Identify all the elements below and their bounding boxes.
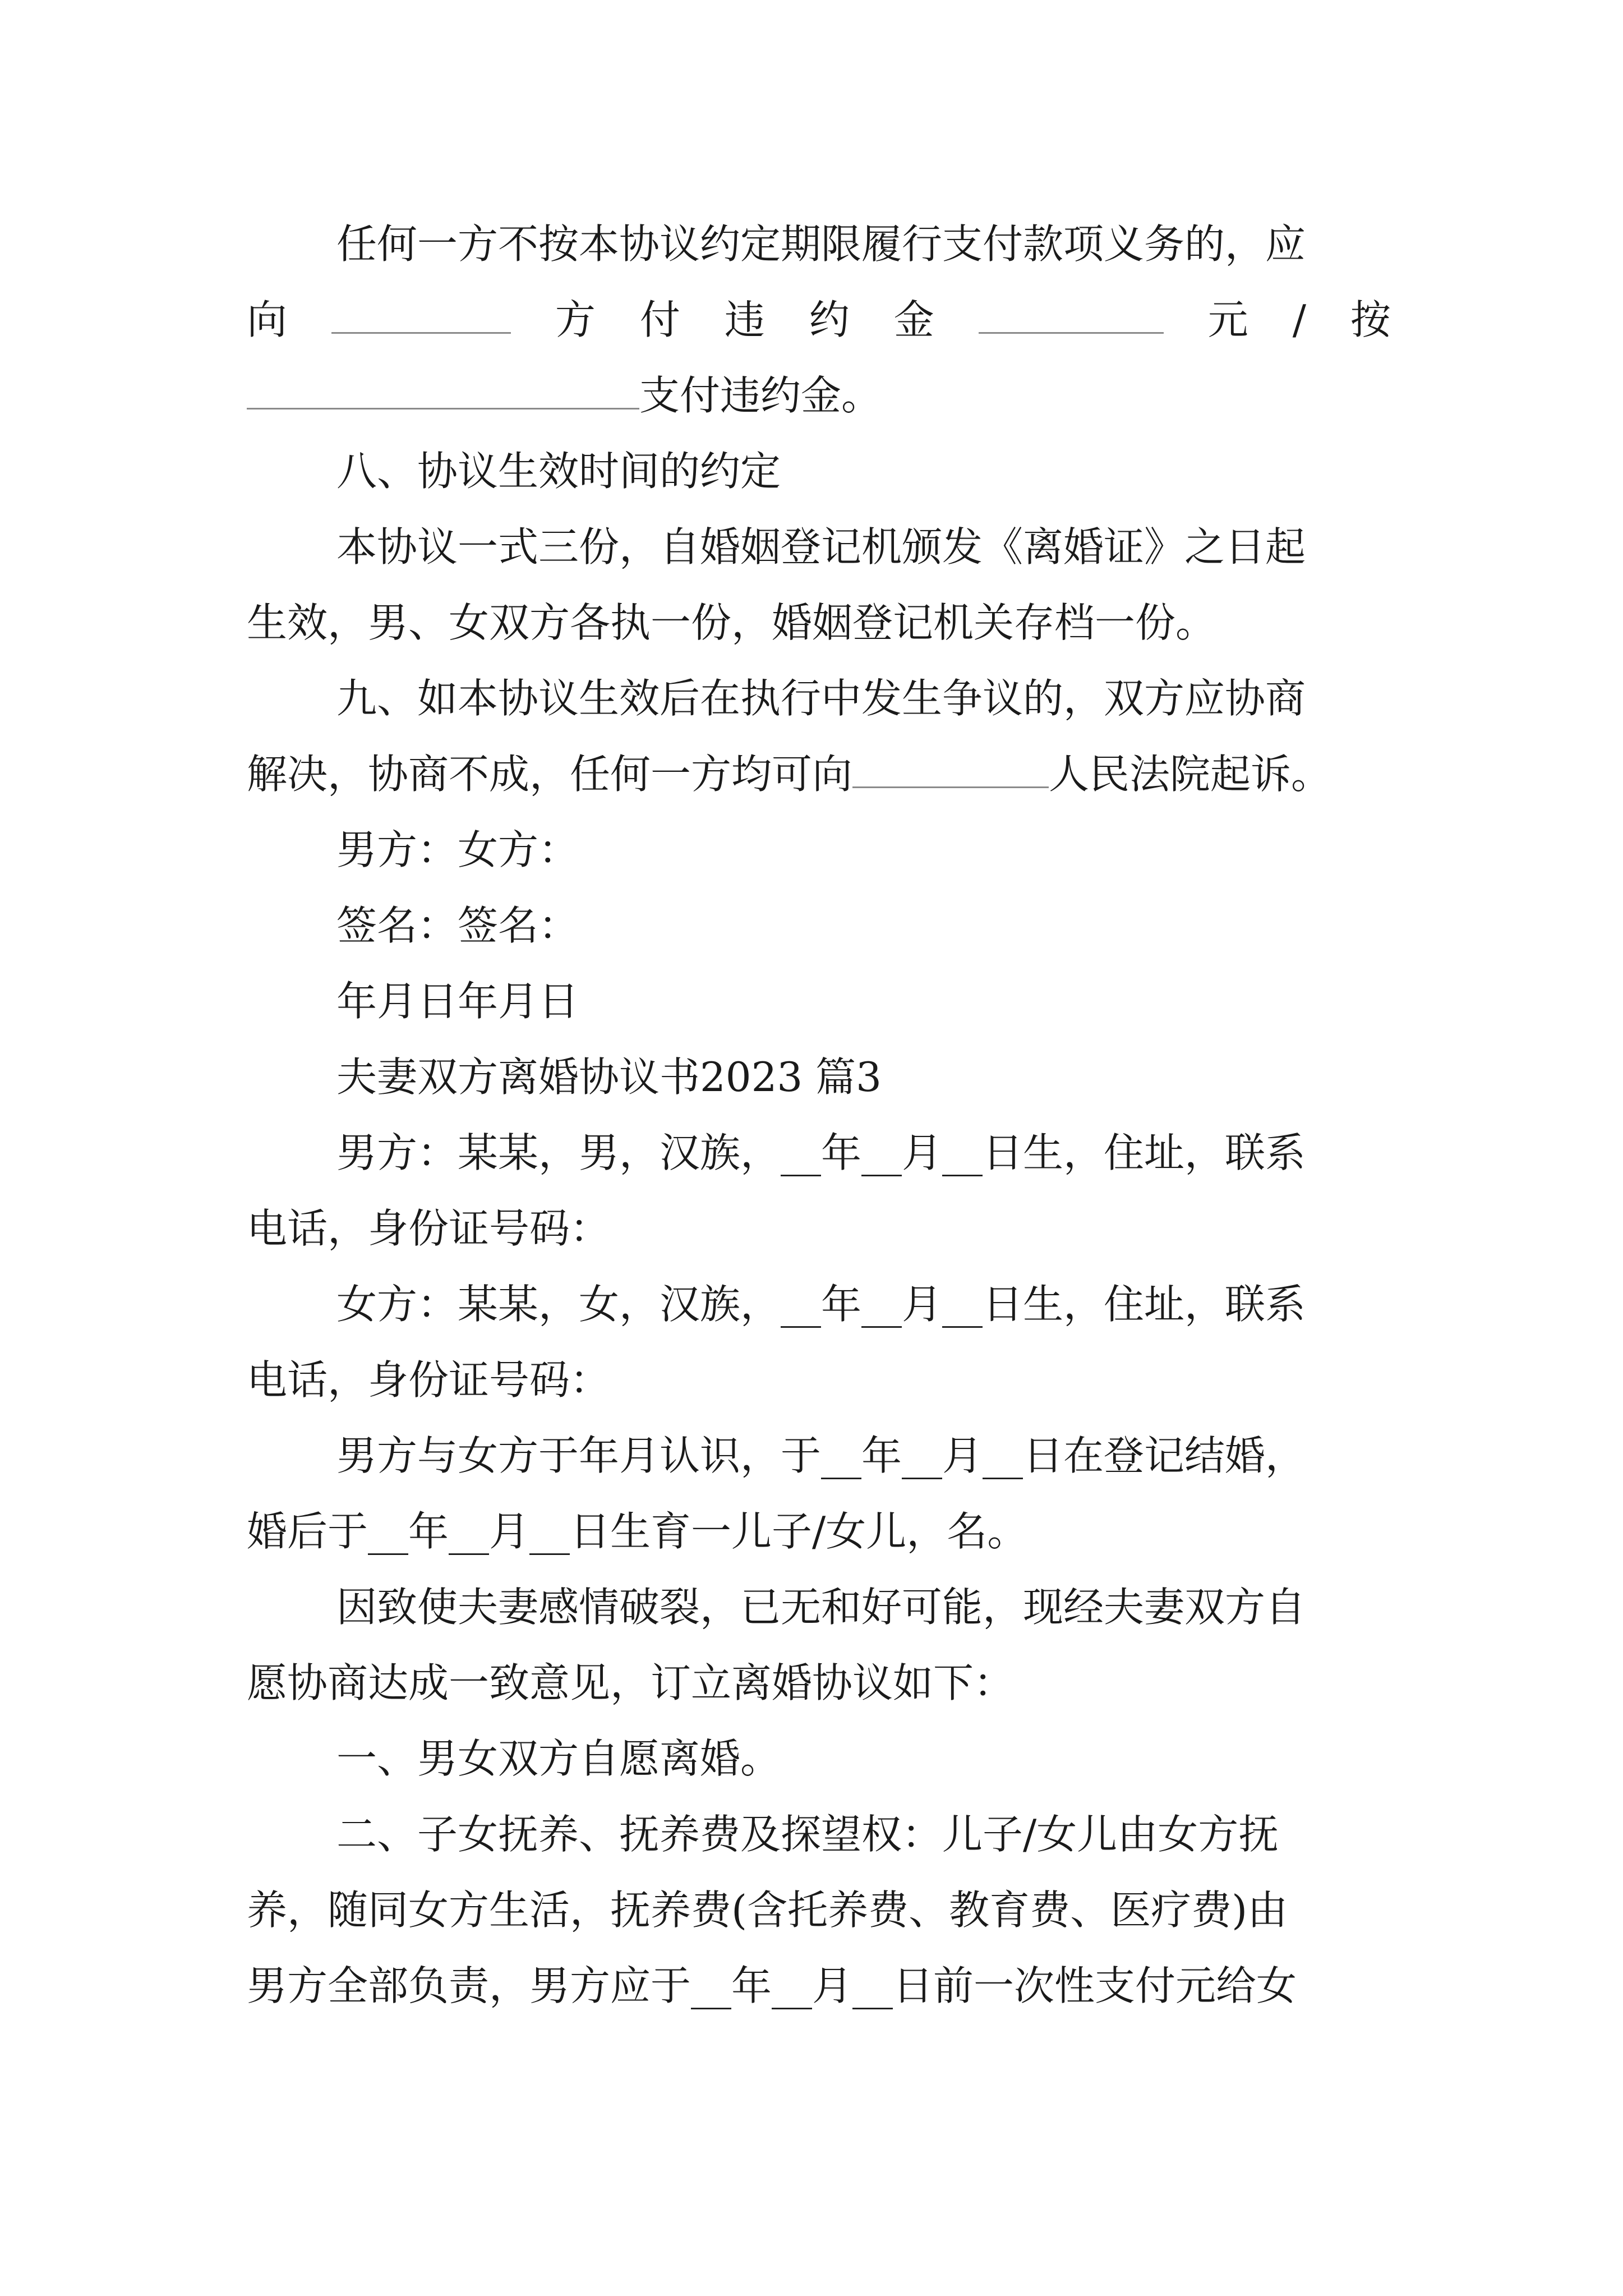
- fill-in-blank: [331, 300, 511, 334]
- paragraph-line: 女方：某某，女，汉族，__年__月__日生，住址，联系: [336, 1281, 1306, 1328]
- paragraph-text: 人民法院起诉。: [1049, 751, 1332, 798]
- text-char: /: [1292, 296, 1306, 343]
- paragraph-line: 愿协商达成一致意见，订立离婚协议如下：: [247, 1659, 1015, 1706]
- paragraph-line: 九、如本协议生效后在执行中发生争议的，双方应协商: [336, 675, 1306, 722]
- paragraph-line: 因致使夫妻感情破裂，已无和好可能，现经夫妻双方自: [336, 1584, 1306, 1631]
- text-char: 方: [555, 296, 596, 343]
- fill-in-blank: [852, 754, 1049, 788]
- section-heading: 八、协议生效时间的约定: [336, 448, 781, 495]
- text-char: 违: [724, 296, 765, 343]
- paragraph-line: 男方全部负责，男方应于__年__月__日前一次性支付元给女: [247, 1962, 1297, 2009]
- paragraph-line: 男方：某某，男，汉族，__年__月__日生，住址，联系: [336, 1129, 1306, 1176]
- paragraph-line: 电话，身份证号码：: [247, 1356, 611, 1404]
- text-char: 按: [1350, 296, 1391, 343]
- paragraph-line: 婚后于__年__月__日生育一儿子/女儿，名。: [247, 1508, 1028, 1555]
- paragraph-line: 男方与女方于年月认识，于__年__月__日在登记结婚，: [336, 1432, 1306, 1479]
- fill-in-blank: [979, 300, 1164, 334]
- paragraph-line: 任何一方不按本协议约定期限履行支付款项义务的，应: [336, 220, 1306, 268]
- text-char: 元: [1207, 296, 1248, 343]
- paragraph-text: 支付违约金。: [639, 372, 882, 419]
- text-char: 金: [893, 296, 934, 343]
- paragraph-line-penalty: [247, 280, 1391, 359]
- paragraph-line: 养，随同女方生活，抚养费(含托养费、教育费、医疗费)由: [247, 1887, 1288, 1934]
- text-char: 约: [809, 296, 850, 343]
- section-title: 夫妻双方离婚协议书2023 篇3: [336, 1053, 882, 1101]
- fill-in-blank: [247, 375, 639, 409]
- paragraph-line: [247, 356, 1391, 435]
- party-labels: 男方：女方：: [336, 826, 579, 873]
- paragraph-text: 解决，协商不成，任何一方均可向: [247, 751, 853, 798]
- text-char: 付: [639, 296, 680, 343]
- paragraph-line: [247, 735, 1391, 813]
- paragraph-line: 电话，身份证号码：: [247, 1205, 611, 1252]
- agreement-item: 一、男女双方自愿离婚。: [336, 1735, 781, 1782]
- date-labels: 年月日年月日: [336, 978, 579, 1025]
- signature-labels: 签名：签名：: [336, 902, 579, 949]
- paragraph-line: 生效，男、女双方各执一份，婚姻登记机关存档一份。: [247, 599, 1216, 646]
- paragraph-line: 本协议一式三份，自婚姻登记机颁发《离婚证》之日起: [336, 523, 1306, 570]
- agreement-item: 二、子女抚养、抚养费及探望权：儿子/女儿由女方抚: [336, 1811, 1279, 1858]
- text-char: 向: [247, 296, 288, 343]
